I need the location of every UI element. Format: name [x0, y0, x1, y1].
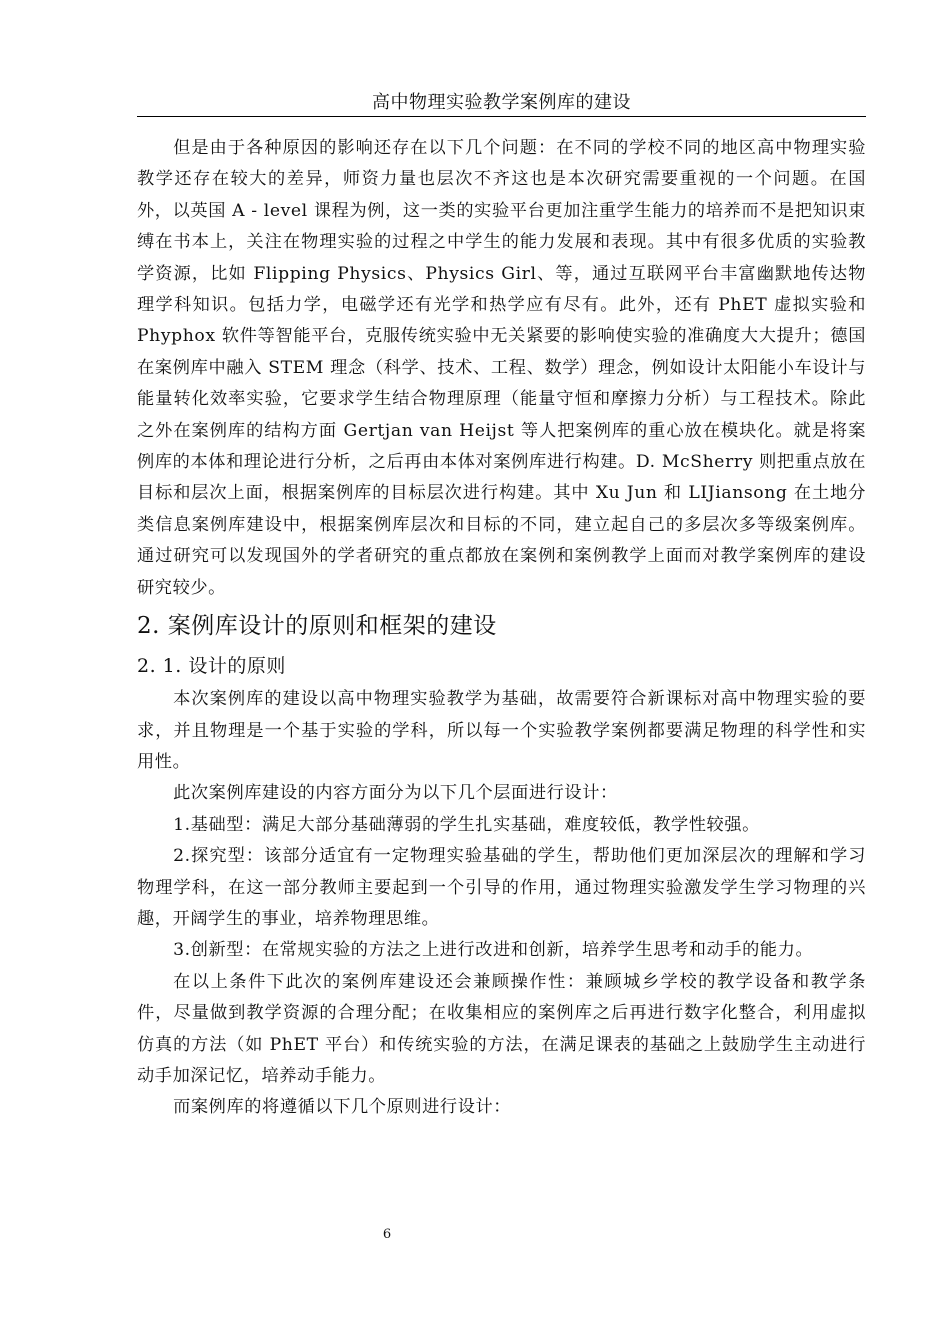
paragraph-foreign-research: 但是由于各种原因的影响还存在以下几个问题：在不同的学校不同的地区高中物理实验教学还存在较大的差异，师资力量也层次不齐这也是本次研究需要重视的一个问题。在国外，以英国 A - level 课程为例，这一类的实验平台更加注重学生能力的培养而不是把知识束缚在书本上，关注在物理实验的过程之中学生的能力发展和表现。其中有很多优质的实验教学资源，比如 Flipping Physics、Physics Girl、等，通过互联网平台丰富幽默地传达物理学科知识。包括力学，电磁学还有光学和热学应有尽有。此外，还有 PhET 虚拟实验和 Phyphox 软件等智能平台，克服传统实验中无关紧要的影响使实验的准确度大大提升；德国在案例库中融入 STEM 理念（科学、技术、工程、数学）理念，例如设计太阳能小车设计与能量转化效率实验，它要求学生结合物理原理（能量守恒和摩擦力分析）与工程技术。除此之外在案例库的结构方面 Gertjan van Heijst 等人把案例库的重心放在模块化。就是将案例库的本体和理论进行分析，之后再由本体对案例库进行构建。D. McSherry 则把重点放在目标和层次上面，根据案例库的目标层次进行构建。其中 Xu Jun 和 LIJiansong 在土地分类信息案例库建设中，根据案例库层次和目标的不同，建立起自己的多层次多等级案例库。通过研究可以发现国外的学者研究的重点都放在案例和案例教学上面而对教学案例库的建设研究较少。 [137, 138, 866, 598]
paragraph-operability: 在以上条件下此次的案例库建设还会兼顾操作性：兼顾城乡学校的教学设备和教学条件，尽量做到教学资源的合理分配；在收集相应的案例库之后再进行数字化整合，利用虚拟仿真的方法（如 PhET 平台）和传统实验的方法，在满足课表的基础之上鼓励学生主动进行动手加深记忆，培养动手能力。 [137, 971, 866, 1086]
list-item-basic-type: 1.基础型：满足大部分基础薄弱的学生扎实基础，难度较低，教学性较强。 [173, 814, 760, 835]
paragraph-levels-intro: 此次案例库建设的内容方面分为以下几个层面进行设计： [173, 783, 618, 804]
page-number: 6 [382, 1227, 392, 1242]
page-body [137, 133, 866, 1124]
header-rule [137, 116, 866, 117]
paragraph-principles-intro: 而案例库的将遵循以下几个原则进行设计： [173, 1097, 512, 1118]
list-item-innovation-type: 3.创新型：在常规实验的方法之上进行改进和创新，培养学生思考和动手的能力。 [173, 940, 814, 961]
running-header: 高中物理实验教学案例库的建设 [372, 92, 631, 113]
list-item-inquiry-type: 2.探究型：该部分适宜有一定物理实验基础的学生，帮助他们更加深层次的理解和学习物理学科，在这一部分教师主要起到一个引导的作用，通过物理实验激发学生学习物理的兴趣，开阔学生的事业，培养物理思维。 [137, 846, 866, 929]
section-heading-2: 2. 案例库设计的原则和框架的建设 [137, 613, 497, 640]
subsection-heading-2-1: 2. 1. 设计的原则 [137, 655, 286, 678]
paragraph-basis: 本次案例库的建设以高中物理实验教学为基础，故需要符合新课标对高中物理实验的要求，并且物理是一个基于实验的学科，所以每一个实验教学案例都要满足物理的科学性和实用性。 [137, 689, 866, 772]
